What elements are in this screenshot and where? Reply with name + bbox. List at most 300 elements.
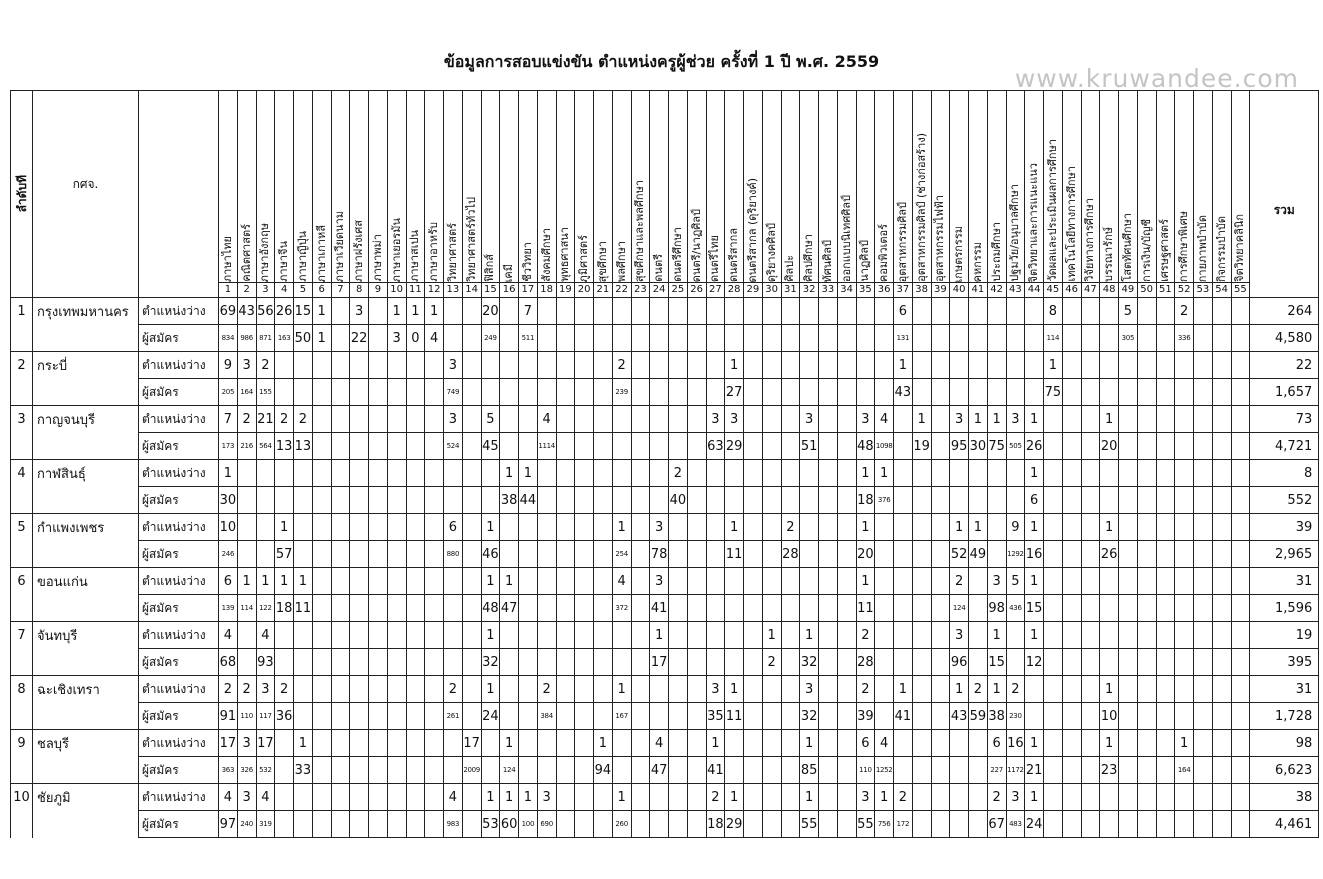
data-cell — [687, 595, 706, 622]
data-cell — [275, 784, 294, 811]
data-cell — [425, 514, 444, 541]
data-cell — [912, 379, 931, 406]
row-total: 1,596 — [1250, 595, 1319, 622]
applicant-row — [11, 541, 1319, 568]
data-cell — [444, 298, 463, 325]
data-cell — [594, 811, 613, 838]
data-cell: 1 — [1100, 514, 1119, 541]
data-cell — [1119, 757, 1138, 784]
data-cell — [894, 514, 913, 541]
row-type: ตำแหน่งว่าง — [139, 460, 219, 487]
data-cell — [462, 514, 481, 541]
data-cell — [1212, 541, 1231, 568]
data-cell — [594, 298, 613, 325]
data-cell — [594, 433, 613, 460]
data-cell — [1081, 568, 1100, 595]
data-cell: 1 — [856, 514, 875, 541]
data-cell — [312, 811, 331, 838]
data-cell — [762, 514, 781, 541]
data-cell — [1175, 406, 1194, 433]
data-cell — [1231, 784, 1250, 811]
data-cell — [987, 352, 1006, 379]
data-cell — [819, 352, 838, 379]
data-cell — [931, 406, 950, 433]
data-cell — [669, 730, 688, 757]
data-cell: 983 — [444, 811, 463, 838]
data-cell — [912, 757, 931, 784]
subject-label: การศึกษาพิเศษ — [1177, 210, 1191, 282]
data-cell — [1062, 541, 1081, 568]
data-cell — [312, 649, 331, 676]
data-cell — [519, 730, 538, 757]
data-cell: 21 — [256, 406, 275, 433]
subject-header — [1231, 91, 1250, 298]
data-cell: 96 — [950, 649, 969, 676]
data-cell: 3 — [350, 298, 369, 325]
data-cell: 13 — [294, 433, 313, 460]
subject-header — [444, 91, 463, 298]
data-cell — [725, 298, 744, 325]
data-cell: 6 — [1025, 487, 1044, 514]
data-cell — [1212, 595, 1231, 622]
row-agency — [33, 649, 139, 676]
data-cell: 1 — [481, 622, 500, 649]
data-cell — [369, 379, 388, 406]
data-cell — [819, 811, 838, 838]
data-cell: 10 — [219, 514, 238, 541]
data-cell: 1 — [387, 298, 406, 325]
data-cell — [819, 406, 838, 433]
data-cell — [1137, 784, 1156, 811]
data-cell — [237, 541, 256, 568]
data-cell — [969, 568, 988, 595]
data-cell: 24 — [481, 703, 500, 730]
data-cell — [969, 730, 988, 757]
subject-label: ภูมิศาสตร์ — [577, 234, 591, 282]
data-cell — [650, 703, 669, 730]
subject-label: ดนตรีสากล (ดุริยางค์) — [745, 177, 759, 282]
data-cell — [369, 784, 388, 811]
subject-header — [987, 91, 1006, 298]
data-cell — [312, 460, 331, 487]
subject-label: บรรณารักษ์ — [1102, 227, 1116, 282]
data-cell — [294, 649, 313, 676]
data-cell — [931, 649, 950, 676]
data-cell: 1 — [481, 676, 500, 703]
data-cell — [369, 676, 388, 703]
row-agency: กาฬสินธุ์ — [33, 460, 139, 487]
vacancy-row — [11, 406, 1319, 433]
subject-label: สุขศึกษาและพลศึกษา — [633, 179, 647, 282]
data-cell — [519, 406, 538, 433]
subject-header — [931, 91, 950, 298]
data-cell — [537, 595, 556, 622]
data-cell — [631, 406, 650, 433]
row-type: ตำแหน่งว่าง — [139, 514, 219, 541]
data-cell — [406, 676, 425, 703]
data-cell — [519, 703, 538, 730]
data-cell — [1194, 568, 1213, 595]
row-agency: กาญจนบุรี — [33, 406, 139, 433]
data-cell — [762, 298, 781, 325]
data-cell — [575, 433, 594, 460]
subject-header — [519, 91, 538, 298]
data-cell — [837, 460, 856, 487]
subject-label: ภาษาญี่ปุ่น — [295, 231, 309, 282]
row-type: ตำแหน่งว่าง — [139, 568, 219, 595]
data-cell — [1119, 811, 1138, 838]
data-cell — [519, 541, 538, 568]
data-cell: 3 — [444, 406, 463, 433]
data-cell — [706, 514, 725, 541]
data-cell — [537, 541, 556, 568]
data-cell — [500, 433, 519, 460]
data-cell — [1025, 379, 1044, 406]
data-cell: 3 — [800, 406, 819, 433]
data-cell — [537, 460, 556, 487]
data-cell: 164 — [237, 379, 256, 406]
data-cell — [950, 352, 969, 379]
subject-header — [350, 91, 369, 298]
data-cell — [931, 487, 950, 514]
data-cell: 18 — [856, 487, 875, 514]
data-cell — [462, 568, 481, 595]
data-cell — [275, 487, 294, 514]
data-cell — [594, 406, 613, 433]
subject-header — [406, 91, 425, 298]
data-cell: 2 — [706, 784, 725, 811]
data-cell: 2 — [275, 406, 294, 433]
data-cell — [669, 784, 688, 811]
data-cell — [931, 757, 950, 784]
data-cell — [612, 622, 631, 649]
applicant-row — [11, 649, 1319, 676]
applicant-row — [11, 379, 1319, 406]
row-total: 1,657 — [1250, 379, 1319, 406]
data-cell: 4 — [650, 730, 669, 757]
data-cell — [1156, 325, 1175, 352]
subject-label: ดนตรีสากล — [727, 227, 741, 282]
data-cell — [462, 460, 481, 487]
subject-number: 34 — [838, 282, 856, 297]
data-cell — [1137, 595, 1156, 622]
data-cell — [1081, 622, 1100, 649]
data-cell: 38 — [500, 487, 519, 514]
data-cell — [669, 649, 688, 676]
data-cell — [762, 379, 781, 406]
data-cell — [912, 784, 931, 811]
data-cell — [387, 379, 406, 406]
data-cell — [1194, 595, 1213, 622]
data-cell — [425, 568, 444, 595]
data-cell — [631, 703, 650, 730]
data-cell — [1100, 460, 1119, 487]
data-cell — [406, 568, 425, 595]
data-cell — [369, 730, 388, 757]
data-cell — [875, 676, 894, 703]
data-cell — [1081, 298, 1100, 325]
data-cell — [781, 784, 800, 811]
data-cell — [1006, 298, 1025, 325]
data-cell — [969, 595, 988, 622]
subject-header — [612, 91, 631, 298]
data-cell — [1212, 703, 1231, 730]
data-cell — [781, 730, 800, 757]
data-cell: 16 — [1006, 730, 1025, 757]
data-cell: 240 — [237, 811, 256, 838]
data-cell — [425, 541, 444, 568]
data-cell — [1175, 649, 1194, 676]
data-cell — [594, 352, 613, 379]
data-cell — [575, 703, 594, 730]
data-cell — [350, 649, 369, 676]
data-cell — [1006, 352, 1025, 379]
subject-number: 43 — [1007, 282, 1025, 297]
data-cell — [1119, 379, 1138, 406]
data-cell — [650, 487, 669, 514]
subject-header — [575, 91, 594, 298]
data-cell — [331, 649, 350, 676]
subject-header — [275, 91, 294, 298]
data-cell — [425, 730, 444, 757]
data-cell — [950, 325, 969, 352]
data-cell: 2 — [969, 676, 988, 703]
data-cell — [350, 784, 369, 811]
data-cell — [837, 784, 856, 811]
data-cell — [575, 730, 594, 757]
data-cell: 2 — [537, 676, 556, 703]
data-cell — [631, 514, 650, 541]
data-cell — [1119, 622, 1138, 649]
subject-number: 4 — [275, 282, 293, 297]
data-cell: 1 — [500, 784, 519, 811]
data-cell: 1172 — [1006, 757, 1025, 784]
data-cell — [1100, 595, 1119, 622]
data-cell: 0 — [406, 325, 425, 352]
data-cell — [1137, 514, 1156, 541]
row-agency: ชลบุรี — [33, 730, 139, 757]
data-cell — [294, 460, 313, 487]
data-cell: 97 — [219, 811, 238, 838]
data-cell — [575, 487, 594, 514]
data-cell — [875, 703, 894, 730]
data-cell — [781, 622, 800, 649]
subject-header — [1100, 91, 1119, 298]
data-cell: 7 — [519, 298, 538, 325]
subject-label: สังคมศึกษา — [539, 228, 553, 282]
data-cell: 4 — [444, 784, 463, 811]
subject-label: ดนตรี — [652, 254, 666, 282]
data-cell — [1119, 487, 1138, 514]
data-cell: 55 — [856, 811, 875, 838]
data-cell — [1212, 730, 1231, 757]
data-cell — [537, 622, 556, 649]
subject-number: 48 — [1100, 282, 1118, 297]
data-cell: 1 — [800, 784, 819, 811]
data-cell — [894, 541, 913, 568]
data-cell — [425, 595, 444, 622]
data-cell — [894, 649, 913, 676]
data-cell: 5 — [1006, 568, 1025, 595]
data-cell — [350, 487, 369, 514]
data-cell — [800, 568, 819, 595]
row-seq — [11, 433, 33, 460]
row-type: ผู้สมัคร — [139, 649, 219, 676]
data-cell: 1 — [1175, 730, 1194, 757]
data-cell: 1 — [875, 460, 894, 487]
data-cell — [1175, 811, 1194, 838]
data-cell — [1119, 352, 1138, 379]
data-cell — [1137, 406, 1156, 433]
data-cell — [744, 730, 763, 757]
data-cell — [762, 541, 781, 568]
data-cell — [631, 811, 650, 838]
data-cell — [350, 622, 369, 649]
data-cell — [969, 622, 988, 649]
data-cell — [1062, 676, 1081, 703]
data-cell — [744, 811, 763, 838]
data-cell: 1 — [1025, 730, 1044, 757]
data-cell — [387, 352, 406, 379]
data-cell: 33 — [294, 757, 313, 784]
subject-label: เทคโนโลยีทางการศึกษา — [1064, 166, 1078, 282]
data-cell: 6 — [856, 730, 875, 757]
data-cell — [594, 541, 613, 568]
data-cell — [931, 811, 950, 838]
data-cell — [800, 487, 819, 514]
data-cell — [1044, 541, 1063, 568]
subject-header — [537, 91, 556, 298]
row-total: 73 — [1250, 406, 1319, 433]
subject-number: 6 — [313, 282, 331, 297]
data-cell — [950, 757, 969, 784]
data-cell — [1231, 379, 1250, 406]
data-cell — [744, 487, 763, 514]
data-cell — [762, 487, 781, 514]
data-cell — [837, 676, 856, 703]
data-cell — [1100, 784, 1119, 811]
data-cell: 59 — [969, 703, 988, 730]
vacancy-row — [11, 622, 1319, 649]
data-cell — [800, 298, 819, 325]
data-cell — [1231, 649, 1250, 676]
data-cell — [594, 703, 613, 730]
data-cell — [1231, 352, 1250, 379]
data-cell — [706, 487, 725, 514]
data-cell — [1175, 352, 1194, 379]
data-cell: 28 — [856, 649, 875, 676]
data-cell: 20 — [481, 298, 500, 325]
data-cell — [950, 811, 969, 838]
data-cell — [669, 514, 688, 541]
vacancy-row — [11, 298, 1319, 325]
data-cell: 15 — [294, 298, 313, 325]
data-cell — [762, 433, 781, 460]
data-cell — [406, 379, 425, 406]
data-cell — [519, 757, 538, 784]
data-cell — [1044, 784, 1063, 811]
data-cell — [294, 622, 313, 649]
data-cell — [331, 703, 350, 730]
data-cell: 32 — [800, 703, 819, 730]
data-cell — [631, 379, 650, 406]
data-cell — [500, 676, 519, 703]
data-cell: 124 — [500, 757, 519, 784]
data-cell — [669, 352, 688, 379]
data-cell — [1137, 757, 1156, 784]
data-cell: 15 — [987, 649, 1006, 676]
data-cell: 1 — [519, 784, 538, 811]
data-cell — [331, 352, 350, 379]
data-cell — [837, 298, 856, 325]
row-total: 264 — [1250, 298, 1319, 325]
row-total: 39 — [1250, 514, 1319, 541]
data-cell: 3 — [650, 514, 669, 541]
data-cell: 1 — [856, 568, 875, 595]
data-cell: 4 — [537, 406, 556, 433]
data-cell — [762, 784, 781, 811]
data-cell: 3 — [1006, 406, 1025, 433]
data-cell — [369, 568, 388, 595]
row-total: 4,461 — [1250, 811, 1319, 838]
subject-label: กายภาพบำบัด — [1195, 214, 1209, 282]
data-cell: 1 — [594, 730, 613, 757]
data-cell: 372 — [612, 595, 631, 622]
data-cell: 1 — [219, 460, 238, 487]
data-cell — [781, 676, 800, 703]
row-total: 19 — [1250, 622, 1319, 649]
data-cell — [875, 352, 894, 379]
subject-label: สุขศึกษา — [595, 240, 609, 282]
subject-header — [1212, 91, 1231, 298]
data-cell — [1137, 352, 1156, 379]
data-cell — [912, 541, 931, 568]
row-agency: กระบี่ — [33, 352, 139, 379]
data-cell: 246 — [219, 541, 238, 568]
data-cell: 1 — [612, 514, 631, 541]
subject-label: ปฐมวัย/อนุบาลศึกษา — [1008, 184, 1022, 282]
subject-number: 44 — [1025, 282, 1043, 297]
data-cell — [1175, 568, 1194, 595]
data-cell — [819, 514, 838, 541]
data-cell: 1098 — [875, 433, 894, 460]
data-cell — [1194, 487, 1213, 514]
row-type: ตำแหน่งว่าง — [139, 298, 219, 325]
data-cell: 5 — [481, 406, 500, 433]
data-cell — [556, 649, 575, 676]
data-cell — [462, 811, 481, 838]
data-cell — [331, 568, 350, 595]
data-cell — [1081, 784, 1100, 811]
data-cell — [612, 433, 631, 460]
data-cell: 1 — [875, 784, 894, 811]
data-cell: 1 — [481, 514, 500, 541]
data-cell: 41 — [894, 703, 913, 730]
data-cell: 1 — [987, 406, 1006, 433]
data-cell — [425, 379, 444, 406]
data-cell — [1081, 352, 1100, 379]
data-cell — [669, 379, 688, 406]
data-cell — [837, 406, 856, 433]
subject-header — [762, 91, 781, 298]
data-cell: 1 — [987, 622, 1006, 649]
data-cell: 4 — [256, 622, 275, 649]
data-cell — [294, 541, 313, 568]
data-cell: 1 — [950, 514, 969, 541]
data-cell — [725, 757, 744, 784]
data-cell: 12 — [1025, 649, 1044, 676]
row-type: ผู้สมัคร — [139, 595, 219, 622]
